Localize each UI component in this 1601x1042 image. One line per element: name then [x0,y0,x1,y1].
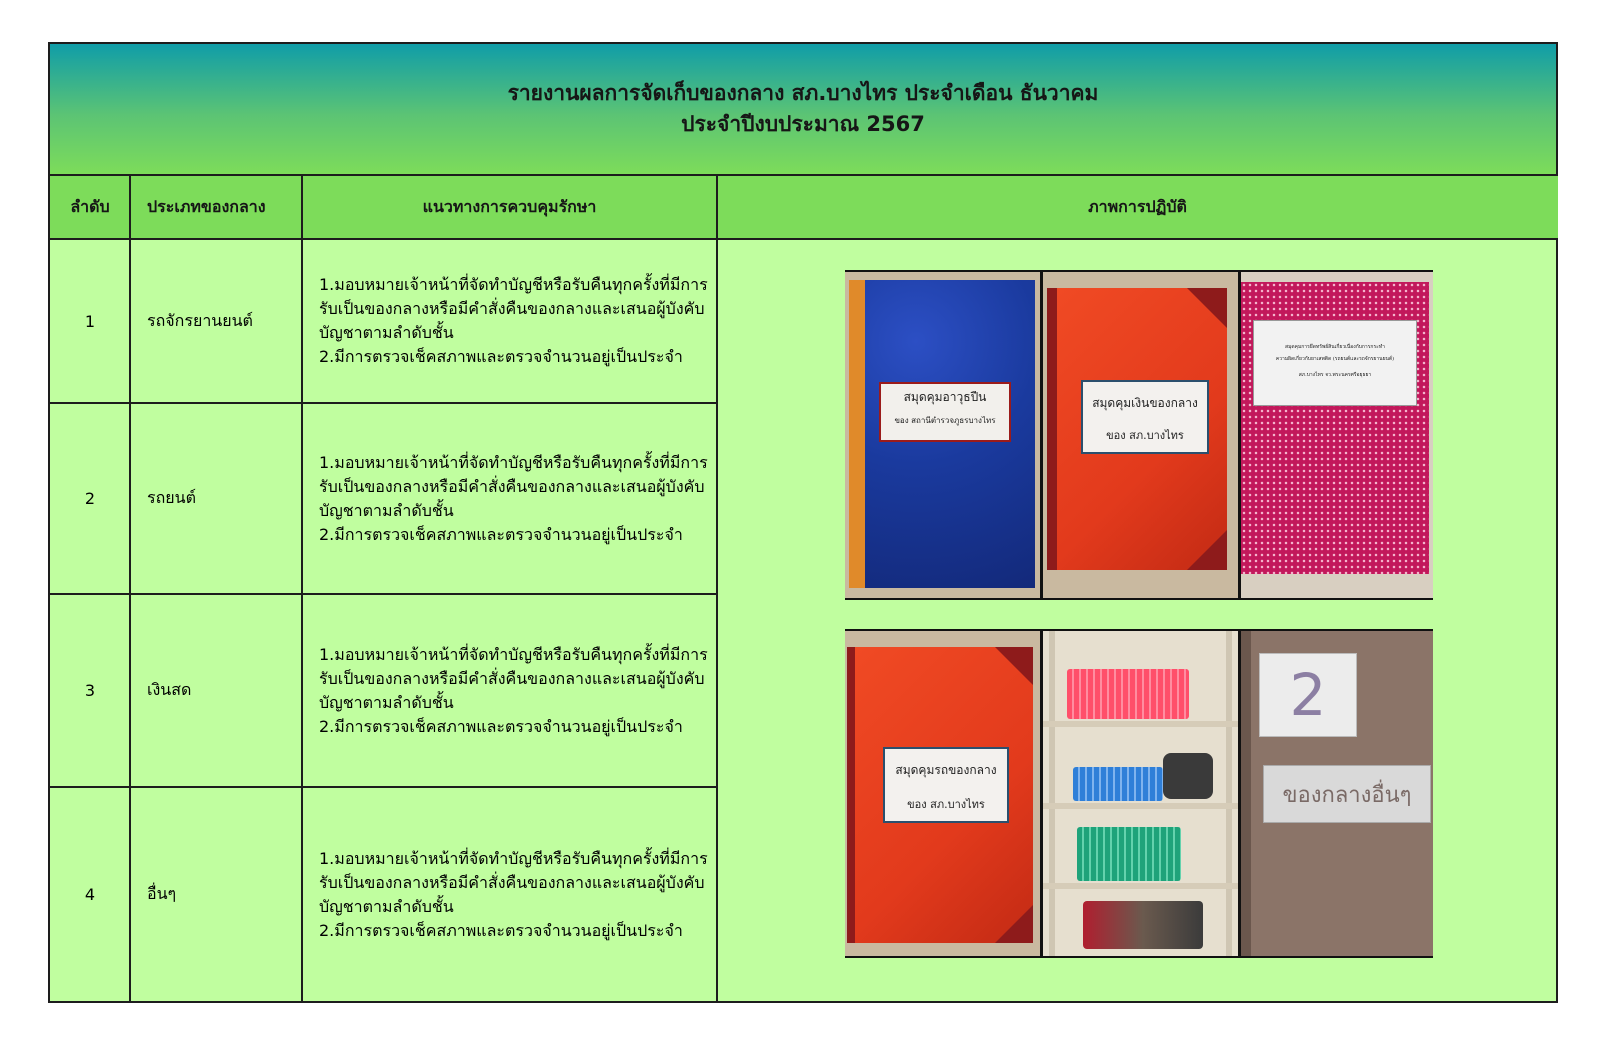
guideline-line: รับเป็นของกลางหรือมีคำสั่งคืนของกลางและเสนอผู้บังคับ [319,476,705,496]
guideline-line: 1.มอบหมายเจ้าหน้าที่จัดทำบัญชีหรือรับคืนทุกครั้งที่มีการ [319,848,708,868]
report-sheet [48,42,1558,1003]
photo-red-book [1043,272,1238,598]
photo-collage-bottom [845,629,1433,958]
shelf-board [1043,721,1238,727]
car-book-title: สมุดคุมรถของกลาง [895,763,997,777]
photo-evidence-shelf [1043,631,1238,956]
guideline-line: 1.มอบหมายเจ้าหน้าที่จัดทำบัญชีหรือรับคืนทุกครั้งที่มีการ [319,275,708,294]
cabinet-hinge [1241,631,1251,956]
row-2-guideline [319,404,711,593]
header-practice: ภาพการปฏิบัติ [717,176,1558,240]
corner-decoration [995,647,1033,685]
pink-book-line: สมุดคุมการยึดทรัพย์สินเกี่ยวเนื่องกับการกระทำ [1285,344,1385,350]
pink-book-line: ความผิดเกี่ยวกับยาเสพติด (รถยนต์และรถจักรยานยนต์) [1275,356,1395,362]
corner-decoration [1187,288,1227,328]
report-subtitle: ประจำปีงบประมาณ 2567 [681,112,925,136]
guideline-line: บัญชาตามลำดับชั้น [319,896,454,916]
blue-book-owner: ของ สถานีตำรวจภูธรบางไทร [894,416,996,425]
row-4-type: อื่นๆ [147,884,177,903]
cabinet-label: ของกลางอื่นๆ [1263,765,1431,823]
header-no: ลำดับ [50,176,130,240]
row-3-no: 3 [84,681,96,700]
guideline-line: รับเป็นของกลางหรือมีคำสั่งคืนของกลางและเสนอผู้บังคับ [319,668,705,688]
row-2-type: รถยนต์ [147,488,196,507]
report-header [50,44,1556,176]
header-type: ประเภทของกลาง [130,176,302,240]
row-2-no: 2 [84,489,96,508]
shelf-board [1043,803,1238,809]
corner-decoration [1187,530,1227,570]
blue-book-label [879,382,1011,442]
pink-book-line: สภ.บางไทร จว.พระนครศรีอยุธยา [1298,372,1372,378]
pink-basket [1067,669,1189,719]
pink-book-label [1253,320,1417,406]
photo-collage-top [845,270,1433,600]
red-book-title: สมุดคุมเงินของกลาง [1092,396,1198,410]
guideline-line: 1.มอบหมายเจ้าหน้าที่จัดทำบัญชีหรือรับคืนทุกครั้งที่มีการ [319,452,708,472]
guideline-line: 2.มีการตรวจเช็คสภาพและตรวจจำนวนอยู่เป็นประจำ [319,524,683,544]
header-guideline: แนวทางการควบคุมรักษา [302,176,717,240]
guideline-line: 1.มอบหมายเจ้าหน้าที่จัดทำบัญชีหรือรับคืนทุกครั้งที่มีการ [319,644,708,664]
guideline-line: 2.มีการตรวจเช็คสภาพและตรวจจำนวนอยู่เป็นประจำ [319,347,683,366]
row-3-type: เงินสด [147,680,192,699]
red-book-label [1081,380,1209,454]
shelf-side [1049,631,1055,956]
evidence-bag [1163,753,1213,799]
report-title: รายงานผลการจัดเก็บของกลาง สภ.บางไทร ประจำเดือน ธันวาคม [507,81,1099,105]
red-book-owner: ของ สภ.บางไทร [1106,429,1184,442]
guideline-line: บัญชาตามลำดับชั้น [319,500,454,520]
guideline-line: รับเป็นของกลางหรือมีคำสั่งคืนของกลางและเสนอผู้บังคับ [319,872,705,892]
photo-blue-book [845,272,1040,598]
blue-book-title: สมุดคุมอาวุธปืน [903,390,987,404]
car-book-cover [847,647,1033,943]
row-4-guideline [319,788,711,1001]
shelf-side [1226,631,1232,956]
green-basket [1077,827,1181,881]
row-4-no: 4 [84,885,96,904]
blue-basket [1073,767,1163,801]
guideline-line: 2.มีการตรวจเช็คสภาพและตรวจจำนวนอยู่เป็นประจำ [319,920,683,940]
blue-book-cover [849,280,1035,588]
guideline-line: บัญชาตามลำดับชั้น [319,323,454,342]
row-1-guideline [319,240,711,402]
photo-pink-book [1241,272,1433,598]
grid-line [716,176,718,1003]
guideline-line: บัญชาตามลำดับชั้น [319,692,454,712]
car-book-label [883,747,1009,823]
row-1-no: 1 [84,311,96,331]
corner-decoration [995,905,1033,943]
pink-book-cover [1241,282,1429,574]
grid-line [301,176,303,1003]
car-book-owner: ของ สภ.บางไทร [907,798,985,811]
row-1-type: รถจักรยานยนต์ [147,310,253,330]
row-3-guideline [319,595,711,786]
evidence-items [1083,901,1203,949]
guideline-line: 2.มีการตรวจเช็คสภาพและตรวจจำนวนอยู่เป็นประจำ [319,716,683,736]
guideline-line: รับเป็นของกลางหรือมีคำสั่งคืนของกลางและเสนอผู้บังคับ [319,299,705,318]
cabinet-number-plate: 2 [1259,653,1357,737]
photo-evidence-cabinet [1241,631,1433,956]
shelf-board [1043,883,1238,889]
red-book-cover [1047,288,1227,570]
photo-car-book [845,631,1040,956]
